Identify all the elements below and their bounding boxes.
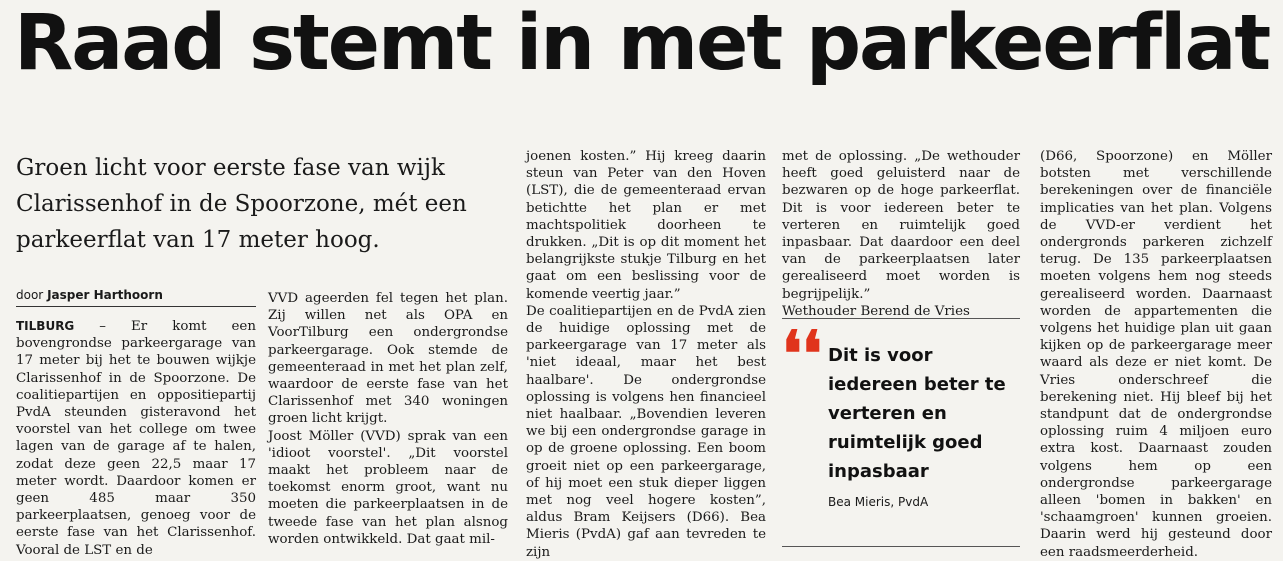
byline-author: Jasper Harthoorn bbox=[47, 288, 163, 302]
article-column-2 bbox=[268, 290, 508, 548]
pull-quote-source: Bea Mieris, PvdA bbox=[828, 495, 929, 509]
column-1-text: – Er komt een bovengrondse parkeergarage van 17 meter bij het te bouwen wijkje Clarissenhof in de Spoorzone. De coalitiepartijen en oppositiepartij PvdA steunden gisteravond het voorstel van het college om twee lagen van de garage af te halen, zodat deze geen 22,5 maar 17 meter wordt. Daardoor komen er geen 485 maar 350 parkeerplaatsen, genoeg voor de eerste fase van het Clarissenhof. Vooral de LST en de bbox=[16, 319, 256, 558]
column-4-paragraph-1: met de oplossing. „De wethouder heeft goed geluisterd naar de bezwaren op de hoge parkeerflat. Dit is voor iedereen beter te verteren en ruimtelijk goed inpasbaar. Dat daardoor een deel van de parkeerplaatsen later gerealiseerd moet worden is begrijpelijk.” bbox=[782, 149, 1020, 302]
byline-divider bbox=[16, 306, 256, 307]
article-column-1 bbox=[16, 318, 256, 559]
dateline: TILBURG bbox=[16, 319, 75, 333]
article-column-4 bbox=[782, 148, 1020, 320]
article-column-3 bbox=[526, 148, 766, 561]
column-4-paragraph-2: Wethouder Berend de Vries bbox=[782, 303, 970, 319]
column-2-paragraph-1: VVD ageerden fel tegen het plan. Zij willen net als OPA en VoorTilburg een ondergrondse parkeergarage. Ook stemde de gemeenteraad in met het plan zelf, waardoor de eerste fase van het Clarissenhof met 340 woningen groen licht krijgt. bbox=[268, 291, 508, 427]
pull-quote-text: Dit is voor iedereen beter te verteren en ruimtelijk goed inpasbaar bbox=[828, 345, 1006, 482]
column-3-paragraph-1: joenen kosten.” Hij kreeg daarin steun van Peter van den Hoven (LST), die de gemeenteraad ervan betichtte het plan er met machtspolitiek doorheen te drukken. „Dit is op dit moment het belangrijkste stukje Tilburg en het gaat om een beslissing voor de komende veertig jaar.” bbox=[526, 149, 766, 302]
pull-quote bbox=[782, 318, 1020, 547]
column-3-paragraph-2: De coalitiepartijen en de PvdA zien de huidige oplossing met de parkeergarage van 17 meter als 'niet ideaal, maar het best haalbare'. De ondergrondse oplossing is volgens hen financieel niet haalbaar. „Bovendien leveren we bij een ondergrondse garage in op de groene oplossing. Een boom groeit niet op een parkeergarage, of hij moet een stuk dieper liggen met nog veel hogere kosten”, aldus Bram Keijsers (D66). Bea Mieris (PvdA) gaf aan tevreden te zijn bbox=[526, 303, 766, 560]
column-2-paragraph-2: Joost Möller (VVD) sprak van een 'idioot voorstel'. „Dit voorstel maakt het probleem naar de toekomst enorm groot, want nu moeten die parkeerplaatsen in de tweede fase van het plan alsnog worden ontwikkeld. Dat gaat mil- bbox=[268, 428, 508, 547]
headline: Raad stemt in met parkeerflat bbox=[14, 0, 1270, 88]
byline-prefix: door bbox=[16, 288, 44, 302]
article-column-5: (D66, Spoorzone) en Möller botsten met verschillende berekeningen over de financiële implicaties van het plan. Volgens de VVD-er verdient het ondergronds parkeren zichzelf terug. De 135 parkeerplaatsen moeten volgens hem nog steeds gerealiseerd worden. Daarnaast worden de appartementen die volgens het huidige plan uit gaan kijken op de parkeergarage meer waard als deze er niet komt. De Vries onderschreef die berekening niet. Hij bleef bij het standpunt dat de ondergrondse oplossing ruim 4 miljoen euro extra kost. Daarnaast zouden volgens hem op een ondergrondse parkeergarage alleen 'bomen in bakken' en 'schaamgroen' kunnen groeien. Daarin werd hij gesteund door een raadsmeerderheid. bbox=[1040, 149, 1272, 560]
pull-quote-divider bbox=[782, 546, 1020, 547]
lead-paragraph: Groen licht voor eerste fase van wijk Clarissenhof in de Spoorzone, mét een parkeerflat van 17 meter hoog. bbox=[16, 155, 467, 253]
quote-mark-icon: ❛❛ bbox=[782, 317, 822, 390]
byline bbox=[16, 288, 256, 302]
